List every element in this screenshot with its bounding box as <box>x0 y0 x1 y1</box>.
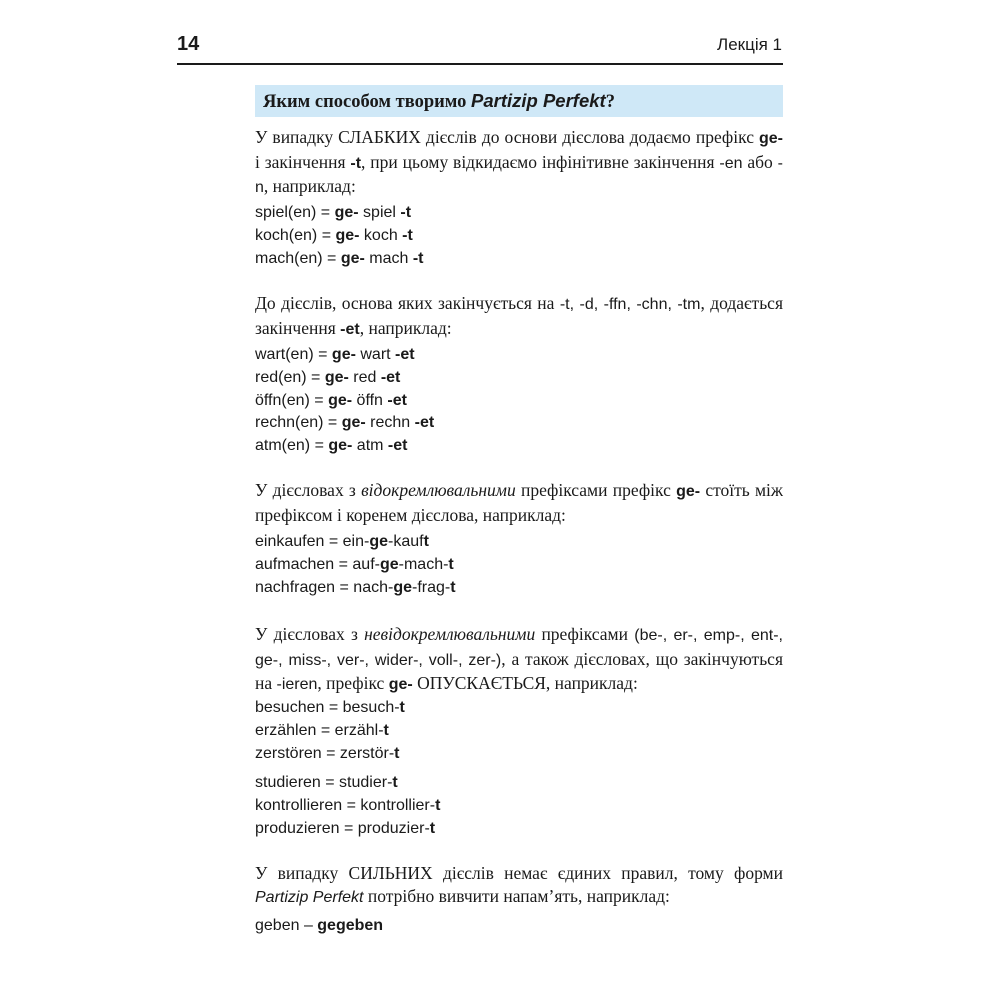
page-number: 14 <box>177 33 200 55</box>
example-line: zerstören = zerstör-t <box>255 744 400 762</box>
title-end: ? <box>605 92 615 112</box>
running-head: Лекція 1 <box>717 35 782 54</box>
example-line: aufmachen = auf-ge-mach-t <box>255 555 454 573</box>
weak-examples-list <box>255 202 423 270</box>
example-line: nachfragen = nach-ge-frag-t <box>255 578 456 596</box>
strong-verbs-rule: У випадку СИЛЬНИХ дієслів немає єдиних правил, тому форми Partizip Perfekt потрібно вивчити напам’ять, наприклад: <box>255 863 783 906</box>
inseparable-prefix-rule: У дієсловах з невідокремлювальними префіксами (be-, er-, emp-, ent-, ge-, miss-, ver-, wider-, voll-, zer-), а також дієсловах, що закінчуються на -ieren, префікс ge- ОПУСКАЄТЬСЯ, наприклад: <box>255 624 783 693</box>
example-line: studieren = studier-t <box>255 774 398 791</box>
example-line: besuchen = besuch-t <box>255 699 405 716</box>
example-line: geben – gegeben <box>255 917 384 934</box>
title-term: Partizip Perfekt <box>471 90 606 111</box>
et-examples-list <box>255 344 434 458</box>
strong-example <box>255 915 383 938</box>
section-title <box>255 85 783 117</box>
weak-verbs-rule: У випадку СЛАБКИХ дієслів до основи дієслова додаємо префікс ge- і закінчення -t, при цьому відкидаємо інфінітивне закінчення -en або -n, наприклад: <box>255 127 783 196</box>
separable-examples-list <box>255 531 456 599</box>
et-ending-rule: До дієслів, основа яких закінчується на -t, -d, -ffn, -chn, -tm, додається закінчення -et, наприклад: <box>255 293 783 338</box>
example-line: produzieren = produzier-t <box>255 819 436 837</box>
example-line: atm(en) = ge- atm -et <box>255 437 408 455</box>
title-text: Яким способом творимо <box>263 92 471 112</box>
inseparable-examples-list <box>255 697 405 765</box>
example-line: einkaufen = ein-ge-kauft <box>255 533 429 550</box>
example-line: koch(en) = ge- koch -t <box>255 226 413 244</box>
example-line: mach(en) = ge- mach -t <box>255 249 424 267</box>
example-line: kontrollieren = kontrollier-t <box>255 796 441 814</box>
separable-prefix-rule: У дієсловах з відокремлювальними префіксами префікс ge- стоїть між префіксом і коренем дієслова, наприклад: <box>255 480 784 525</box>
example-line: spiel(en) = ge- spiel -t <box>255 204 412 221</box>
header-rule <box>177 63 783 65</box>
ieren-examples-list <box>255 772 440 840</box>
example-line: red(en) = ge- red -et <box>255 368 401 386</box>
example-line: wart(en) = ge- wart -et <box>255 346 415 363</box>
example-line: rechn(en) = ge- rechn -et <box>255 414 435 432</box>
example-line: öffn(en) = ge- öffn -et <box>255 391 407 409</box>
example-line: erzählen = erzähl-t <box>255 721 389 739</box>
